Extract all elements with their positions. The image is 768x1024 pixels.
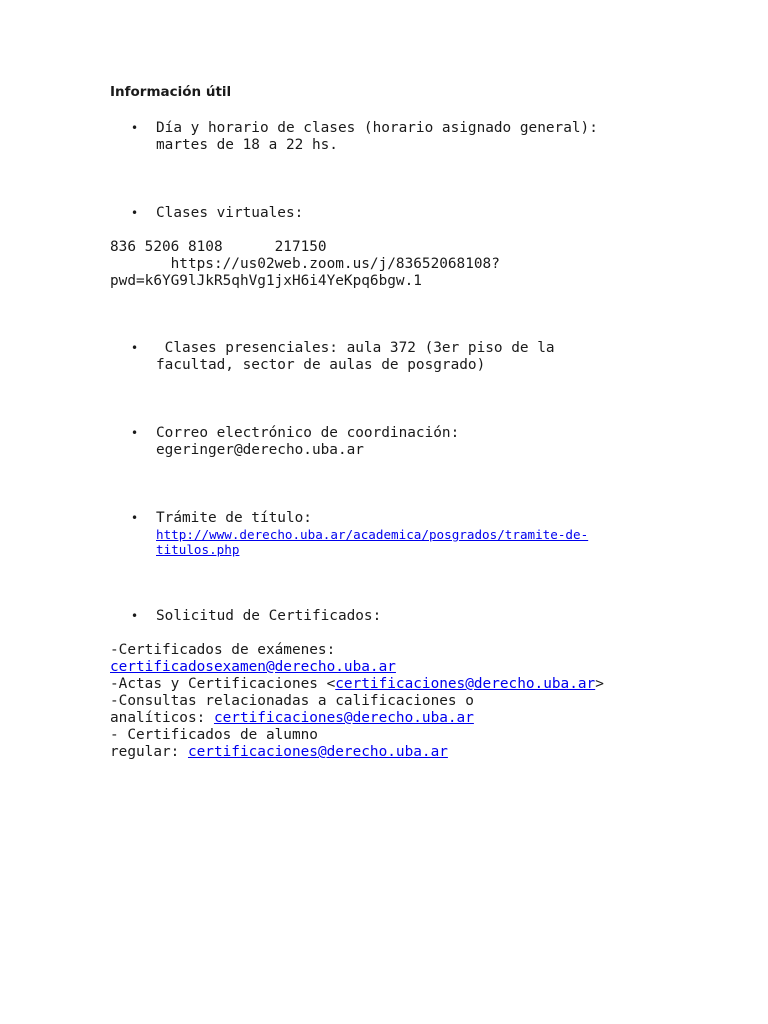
bullet-horario: • xyxy=(131,121,139,135)
page-heading: Información útil xyxy=(110,84,232,100)
actas-email-link[interactable]: certificaciones@derecho.uba.ar xyxy=(335,676,596,692)
actas-prefix: -Actas y Certificaciones < xyxy=(110,676,336,692)
titulo-link-line-1[interactable]: http://www.derecho.uba.ar/academica/posgrados/tramite-de- xyxy=(156,527,589,542)
bullet-presenciales: • xyxy=(131,341,139,355)
zoom-url-line-2: pwd=k6YG9lJkR5qhVg1jxH6i4YeKpq6bgw.1 xyxy=(110,273,422,289)
consultas-email-link[interactable]: certificaciones@derecho.uba.ar xyxy=(213,710,474,726)
zoom-url-line-1: https://us02web.zoom.us/j/83652068108? xyxy=(110,256,500,272)
examenes-label: -Certificados de exámenes: xyxy=(110,642,336,658)
correo-label: Correo electrónico de coordinación: xyxy=(156,425,460,441)
coordination-email: egeringer@derecho.uba.ar xyxy=(156,442,364,458)
examenes-email-link[interactable]: certificadosexamen@derecho.uba.ar xyxy=(110,659,396,675)
consultas-line-1: -Consultas relacionadas a calificaciones o xyxy=(110,693,474,709)
consultas-prefix: analíticos: xyxy=(110,710,214,726)
bullet-certificados: • xyxy=(131,609,139,623)
virtuales-label: Clases virtuales: xyxy=(156,205,304,221)
bullet-correo: • xyxy=(131,426,139,440)
alumno-line-2 xyxy=(110,744,448,761)
titulo-label: Trámite de título: xyxy=(156,510,312,526)
titulo-link-line-2[interactable]: titulos.php xyxy=(156,542,240,557)
horario-line-1: Día y horario de clases (horario asignado general): xyxy=(156,120,598,136)
presenciales-line-1: Clases presenciales: aula 372 (3er piso de la xyxy=(156,340,555,356)
horario-line-2: martes de 18 a 22 hs. xyxy=(156,137,338,153)
presenciales-line-2: facultad, sector de aulas de posgrado) xyxy=(156,357,486,373)
bullet-titulo: • xyxy=(131,511,139,525)
zoom-id-passcode: 836 5206 8108 217150 xyxy=(110,239,327,255)
consultas-line-2 xyxy=(110,710,474,727)
alumno-line-1: - Certificados de alumno xyxy=(110,727,318,743)
actas-suffix: > xyxy=(595,676,604,692)
bullet-virtuales: • xyxy=(131,206,139,220)
certificados-label: Solicitud de Certificados: xyxy=(156,608,382,624)
actas-line xyxy=(110,676,604,693)
alumno-prefix: regular: xyxy=(110,744,188,760)
alumno-email-link[interactable]: certificaciones@derecho.uba.ar xyxy=(187,744,448,760)
